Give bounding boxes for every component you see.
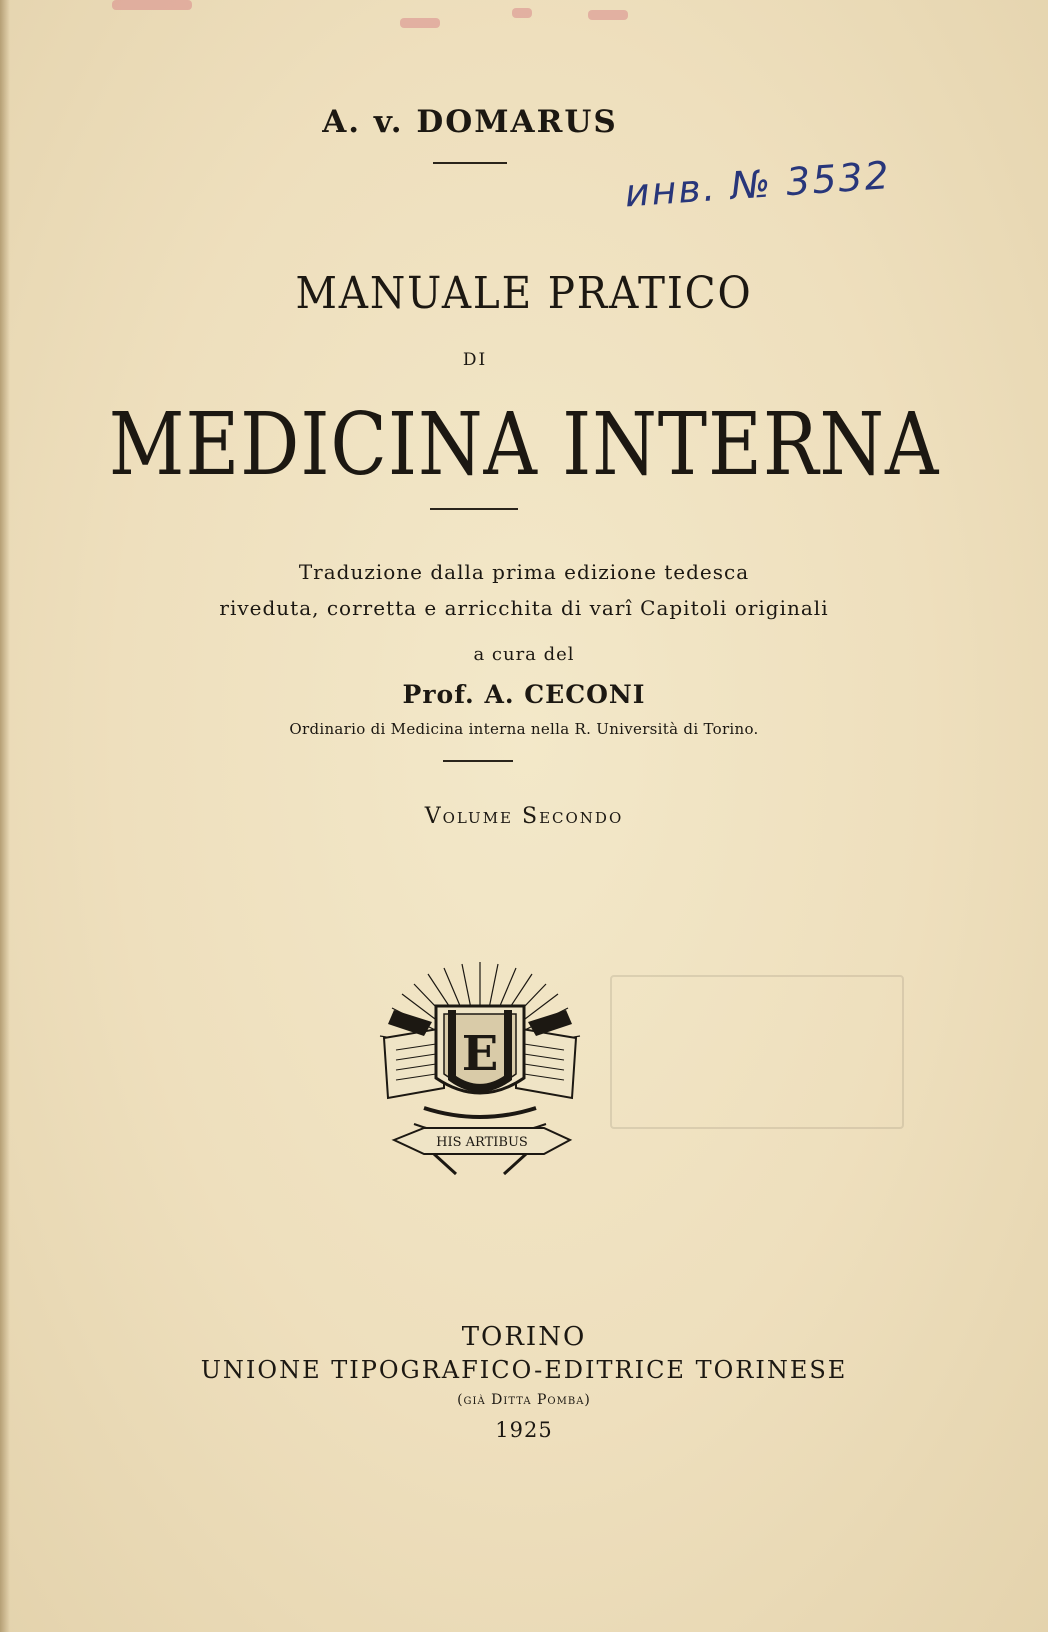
handwritten-inventory-note: инв. № 3532 (623, 152, 893, 216)
editor-intro: a cura del (473, 644, 575, 665)
editor-name: Prof. A. CECONI (402, 680, 646, 709)
svg-text:E: E (461, 1026, 499, 1082)
ink-stain (588, 10, 628, 20)
publisher-emblem-icon (374, 958, 586, 1182)
emblem-motto: HIS ARTIBUS (436, 1135, 528, 1150)
divider-rule (443, 760, 513, 762)
title-line-1: MANUALE PRATICO (295, 268, 753, 319)
main-title: MEDICINA INTERNA (108, 395, 940, 495)
editor-title: Ordinario di Medicina interna nella R. Università di Torino. (289, 720, 759, 738)
translation-line-2: riveduta, corretta e arricchita di varî Capitoli originali (219, 596, 829, 620)
publisher-name: UNIONE TIPOGRAFICO-EDITRICE TORINESE (200, 1356, 848, 1384)
publisher-city: TORINO (461, 1322, 587, 1352)
ink-stain (400, 18, 440, 28)
author-name: A. v. DOMARUS (322, 104, 618, 140)
faded-stamp (610, 975, 904, 1129)
volume-label: Volume Secondo (424, 804, 624, 829)
translation-line-1: Traduzione dalla prima edizione tedesca (298, 560, 750, 584)
divider-rule (433, 162, 507, 164)
divider-rule (430, 508, 518, 510)
ink-stain (512, 8, 532, 18)
publication-year: 1925 (495, 1418, 553, 1442)
ink-stain (112, 0, 192, 10)
title-di: DI (462, 350, 488, 370)
publisher-former-name: (già Ditta Pomba) (457, 1392, 591, 1408)
